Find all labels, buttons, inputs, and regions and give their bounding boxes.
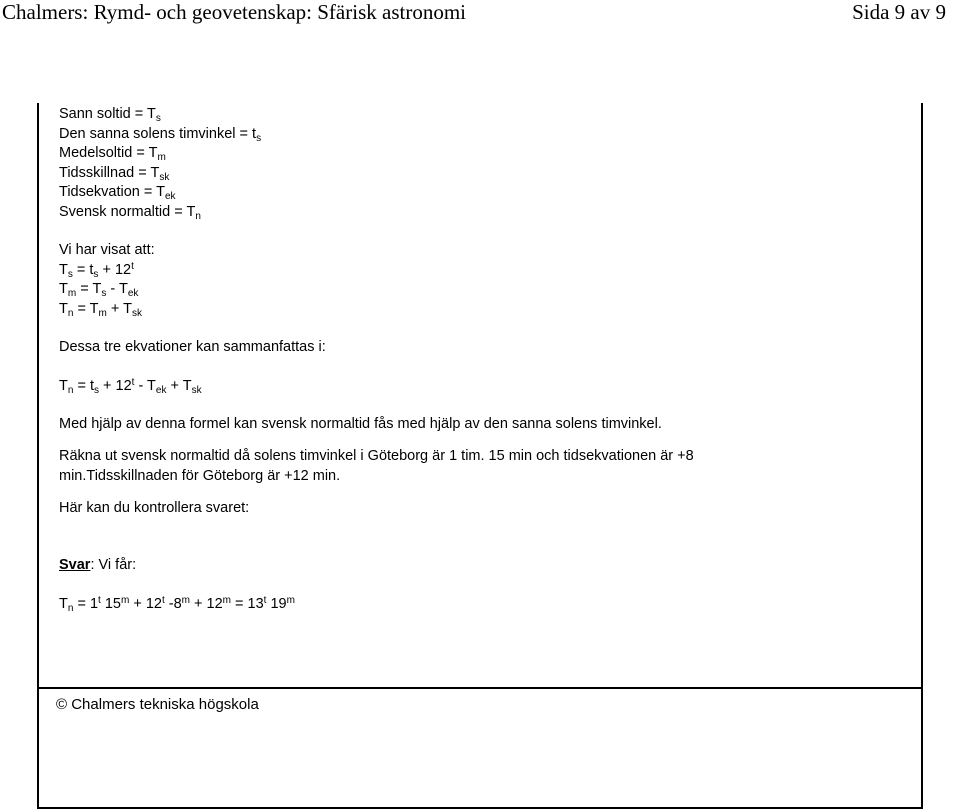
summary-intro: Dessa tre ekvationer kan sammanfattas i: bbox=[59, 339, 326, 355]
definition-item: Tidsskillnad = $T_{sk}$ bbox=[59, 164, 170, 183]
definition-item: Medelsoltid = $T_m$ bbox=[59, 145, 166, 163]
page-header bbox=[0, 0, 960, 30]
equation-mean-time: $T_m = T_s - T_{ek}$ bbox=[59, 281, 139, 299]
definition-item: Den sanna solens timvinkel = $t_s$ bbox=[59, 125, 262, 144]
definitions-list bbox=[59, 104, 909, 221]
answer-equation: $T_n = 1^t$ $15^m + 12^t$ $-8^m + 12^m = 13^t$ 19$^m$ bbox=[59, 594, 295, 614]
answer-line bbox=[59, 555, 909, 575]
footer-divider bbox=[37, 687, 923, 689]
answer-label: Svar bbox=[59, 557, 91, 573]
copyright-text: © Chalmers tekniska högskola bbox=[56, 696, 259, 713]
answer-text: : Vi får: bbox=[90, 557, 137, 573]
document-title: Chalmers: Rymd- och geovetenskap: Sfärisk astronomi bbox=[2, 0, 466, 24]
definition-item: Svensk normaltid = $T_n$ bbox=[59, 203, 201, 222]
check-answer-text: Här kan du kontrollera svaret: bbox=[59, 499, 250, 516]
footer bbox=[56, 695, 259, 715]
page-number: Sida 9 av 9 bbox=[852, 0, 946, 24]
equation-normal-time: $T_n = T_m + T_{sk}$ bbox=[59, 300, 143, 319]
main-content bbox=[59, 104, 909, 613]
equation-list bbox=[59, 260, 909, 319]
combined-equation: $T_n = t_s + 12^t - T_{ek} + T_{sk}$ bbox=[59, 376, 202, 396]
exercise-text: Räkna ut svensk normaltid då solens timvinkel i Göteborg är 1 tim. 15 min och tidsekvationen är +8 min.Tidsskillnaden för Göteborg är +12 min. bbox=[59, 447, 694, 484]
shown-intro: Vi har visat att: bbox=[59, 242, 155, 258]
formula-use-text: Med hjälp av denna formel kan svensk normaltid fås med hjälp av den sanna solens timvinkel. bbox=[59, 416, 662, 432]
equation-solar-time: $T_s = t_s + 12^t$ bbox=[59, 260, 134, 280]
definition-item: Sann soltid = $T_s$ bbox=[59, 106, 161, 124]
definition-item: Tidsekvation = $T_{ek}$ bbox=[59, 184, 176, 202]
